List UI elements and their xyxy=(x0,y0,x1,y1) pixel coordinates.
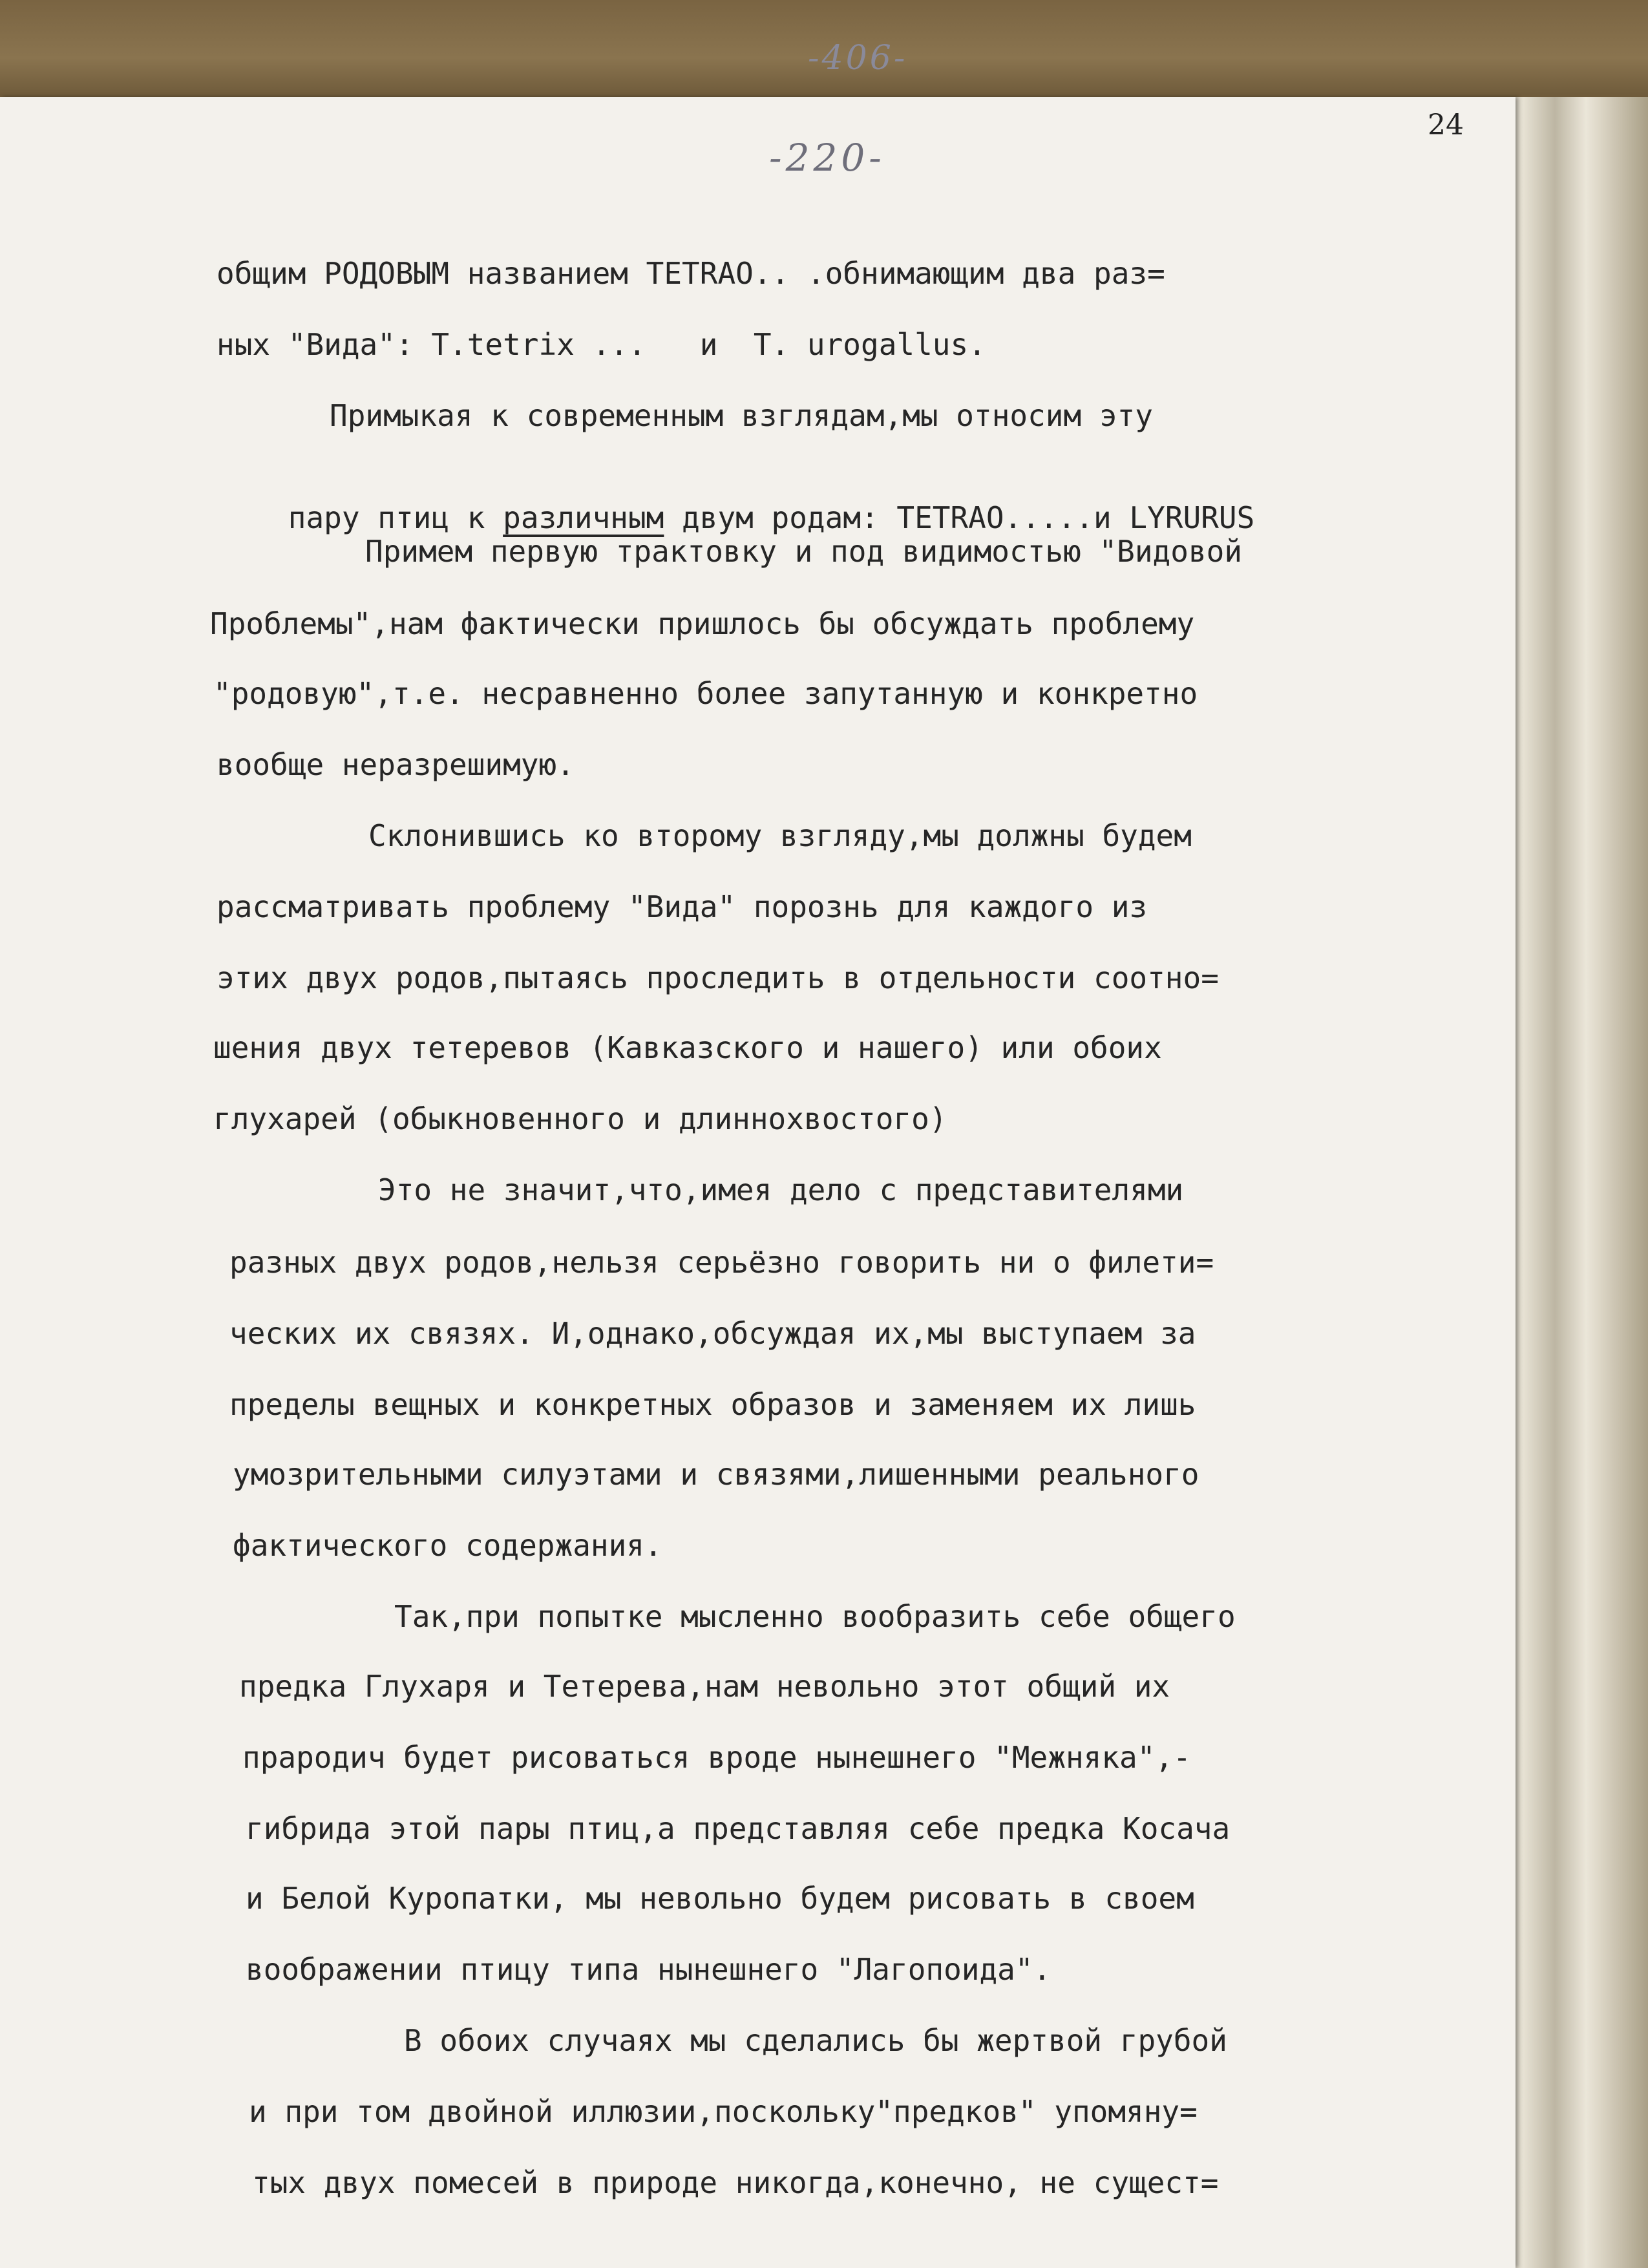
text-line: ных "Вида": T.tetrix ... и T. urogallus. xyxy=(217,327,986,362)
text-segment: двум родам: TETRAO.....и LYRURUS xyxy=(664,500,1255,535)
text-line: вообще неразрешимую. xyxy=(217,747,575,782)
text-line: предка Глухаря и Тетерева,нам невольно этот общий их xyxy=(239,1669,1170,1704)
text-line: Склонившись ко второму взгляду,мы должны будем xyxy=(368,818,1192,853)
text-line: Проблемы",нам фактически пришлось бы обсуждать проблему xyxy=(210,606,1195,641)
text-line: Так,при попытке мысленно вообразить себе общего xyxy=(394,1599,1236,1634)
text-line: Примем первую трактовку и под видимостью "Видовой xyxy=(365,534,1243,569)
text-line: разных двух родов,нельзя серьёзно говорить ни о филети= xyxy=(229,1245,1214,1280)
text-line: глухарей (обыкновенного и длиннохвостого) xyxy=(213,1101,947,1136)
text-line: ческих их связях. И,однако,обсуждая их,мы выступаем за xyxy=(229,1316,1196,1351)
text-line: пределы вещных и конкретных образов и заменяем их лишь xyxy=(229,1387,1196,1422)
text-line: "родовую",т.е. несравненно более запутанную и конкретно xyxy=(213,676,1198,711)
text-line: Это не значит,что,имея дело с представителями xyxy=(378,1172,1184,1207)
page-number: 24 xyxy=(1428,109,1464,142)
text-segment: пару птиц к xyxy=(288,500,503,535)
text-line: умозрительными силуэтами и связями,лишенными реального xyxy=(233,1457,1199,1492)
text-line: рассматривать проблему "Вида" порознь для каждого из xyxy=(217,889,1148,924)
text-line: В обоих случаях мы сделались бы жертвой грубой xyxy=(404,2023,1227,2058)
text-line: воображении птицу типа нынешнего "Лагопоида". xyxy=(246,1952,1051,1987)
handwritten-page-number: -220- xyxy=(769,136,885,180)
text-line: Примыкая к современным взглядам,мы относим эту xyxy=(330,398,1153,433)
typed-page xyxy=(0,97,1516,2268)
text-line: прародич будет рисоваться вроде нынешнего "Межняка",- xyxy=(242,1740,1191,1775)
archive-folio-mark: -406- xyxy=(808,39,908,78)
underlined-word: различным xyxy=(503,500,664,535)
text-line: фактического содержания. xyxy=(233,1528,662,1563)
text-line: шения двух тетеревов (Кавказского и нашего) или обоих xyxy=(213,1030,1162,1065)
page-stack-edge xyxy=(1493,97,1648,2268)
text-line: этих двух родов,пытаясь проследить в отдельности соотно= xyxy=(217,960,1219,995)
text-line: и Белой Куропатки, мы невольно будем рисовать в своем xyxy=(246,1881,1194,1916)
text-line: гибрида этой пары птиц,а представляя себе предка Косача xyxy=(246,1811,1231,1846)
text-line: тых двух помесей в природе никогда,конечно, не сущест= xyxy=(252,2165,1219,2200)
text-line: и при том двойной иллюзии,поскольку"предков" упомяну= xyxy=(249,2094,1198,2129)
text-line: общим РОДОВЫМ названием TETRAO.. .обнимающим два раз= xyxy=(217,256,1165,291)
